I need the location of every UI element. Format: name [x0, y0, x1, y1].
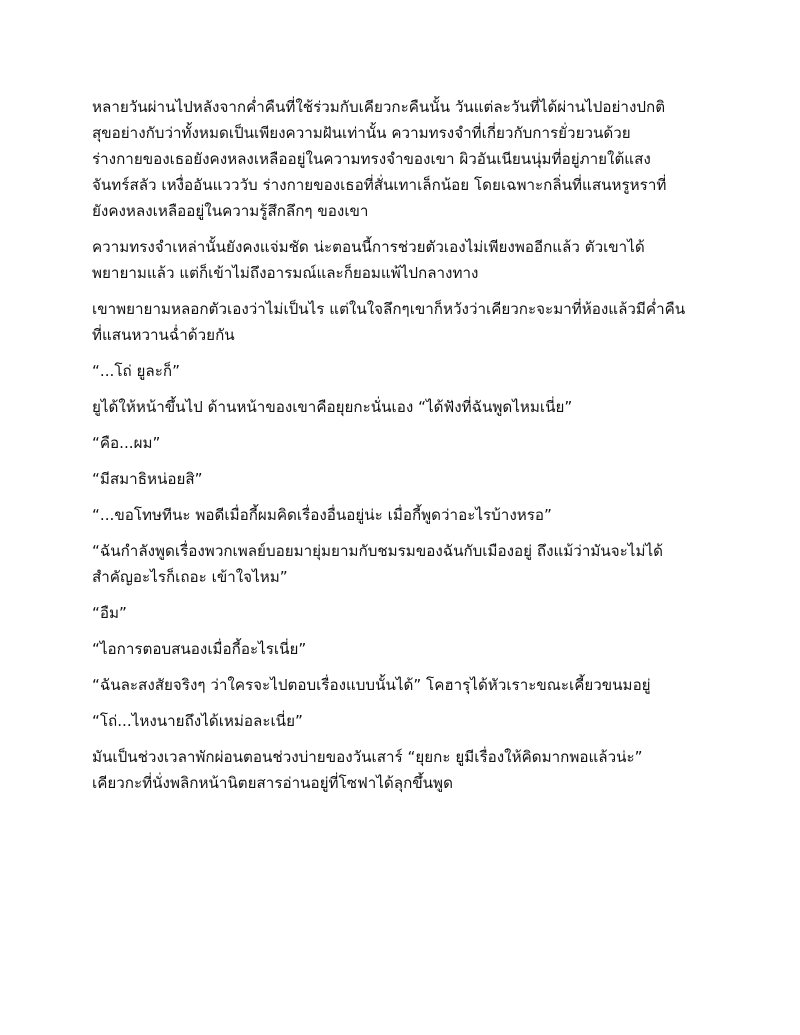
text-line: “โถ่...ไหงนายถึงได้เหม่อละเนี่ย”	[92, 712, 303, 730]
text-line: “อืม”	[92, 604, 127, 622]
text-line: เขาพยายามหลอกตัวเองว่าไม่เป็นไร แต่ในใจลึกๆเขาก็หวังว่าเคียวกะจะมาที่ห้องแล้วมีค่ำคืน	[92, 300, 686, 318]
text-line: “...โถ่ ยูละก็”	[92, 362, 180, 380]
text-line: หลายวันผ่านไปหลังจากค่ำคืนที่ใช้ร่วมกับเคียวกะคืนนั้น วันแต่ละวันที่ได้ผ่านไปอย่างปกติ	[92, 98, 666, 116]
paragraph	[92, 672, 704, 698]
text-line: ร่างกายของเธอยังคงหลงเหลืออยู่ในความทรงจำของเขา ผิวอันเนียนนุ่มที่อยู่ภายใต้แสง	[92, 150, 651, 168]
paragraph	[92, 430, 704, 456]
text-line: ที่แสนหวานฉ่ำด้วยกัน	[92, 326, 235, 344]
document-body	[92, 94, 704, 806]
text-line: สำคัญอะไรก็เถอะ เข้าใจไหม”	[92, 568, 288, 586]
paragraph	[92, 394, 704, 420]
paragraph	[92, 466, 704, 492]
paragraph	[92, 358, 704, 384]
text-line: มันเป็นช่วงเวลาพักผ่อนตอนช่วงบ่ายของวันเสาร์ “ยุยกะ ยูมีเรื่องให้คิดมากพอแล้วน่ะ”	[92, 748, 643, 766]
paragraph	[92, 636, 704, 662]
text-line: “คือ...ผม”	[92, 434, 161, 452]
paragraph	[92, 538, 704, 590]
text-line: ยูได้ให้หน้าขึ้นไป ด้านหน้าของเขาคือยุยกะนั่นเอง “ได้ฟังที่ฉันพูดไหมเนี่ย”	[92, 398, 573, 416]
paragraph	[92, 600, 704, 626]
text-line: ความทรงจำเหล่านั้นยังคงแจ่มชัด น่ะตอนนี้การช่วยตัวเองไม่เพียงพออีกแล้ว ตัวเขาได้	[92, 238, 645, 256]
text-line: “ไอการตอบสนองเมื่อกี้อะไรเนี่ย”	[92, 640, 307, 658]
text-line: “ฉันละสงสัยจริงๆ ว่าใครจะไปตอบเรื่องแบบนั้นได้” โคฮารุได้หัวเราะขณะเคี้ยวขนมอยู่	[92, 676, 651, 694]
paragraph	[92, 234, 704, 286]
text-line: “มีสมาธิหน่อยสิ”	[92, 470, 203, 488]
paragraph	[92, 502, 704, 528]
paragraph	[92, 94, 704, 224]
text-line: ยังคงหลงเหลืออยู่ในความรู้สึกลึกๆ ของเขา	[92, 202, 369, 220]
paragraph	[92, 296, 704, 348]
paragraph	[92, 708, 704, 734]
text-line: จันทร์สลัว เหงื่ออันแวววับ ร่างกายของเธอที่สั่นเทาเล็กน้อย โดยเฉพาะกลิ่นที่แสนหรูหราที่	[92, 176, 667, 194]
text-line: เคียวกะที่นั่งพลิกหน้านิตยสารอ่านอยู่ที่โซฟาได้ลุกขึ้นพูด	[92, 774, 453, 792]
text-line: สุขอย่างกับว่าทั้งหมดเป็นเพียงความฝันเท่านั้น ความทรงจำที่เกี่ยวกับการยั่วยวนด้วย	[92, 124, 631, 142]
text-line: “ฉันกำลังพูดเรื่องพวกเพลย์บอยมายุ่มยามกับชมรมของฉันกับเมืองอยู่ ถึงแม้ว่ามันจะไม่ได้	[92, 542, 663, 560]
text-line: พยายามแล้ว แต่ก็เข้าไม่ถึงอารมณ์และก็ยอมแพ้ไปกลางทาง	[92, 264, 479, 282]
text-line: “...ขอโทษทีนะ พอดีเมื่อกี้ผมคิดเรื่องอื่นอยู่น่ะ เมื่อกี้พูดว่าอะไรบ้างหรอ”	[92, 506, 552, 524]
paragraph	[92, 744, 704, 796]
